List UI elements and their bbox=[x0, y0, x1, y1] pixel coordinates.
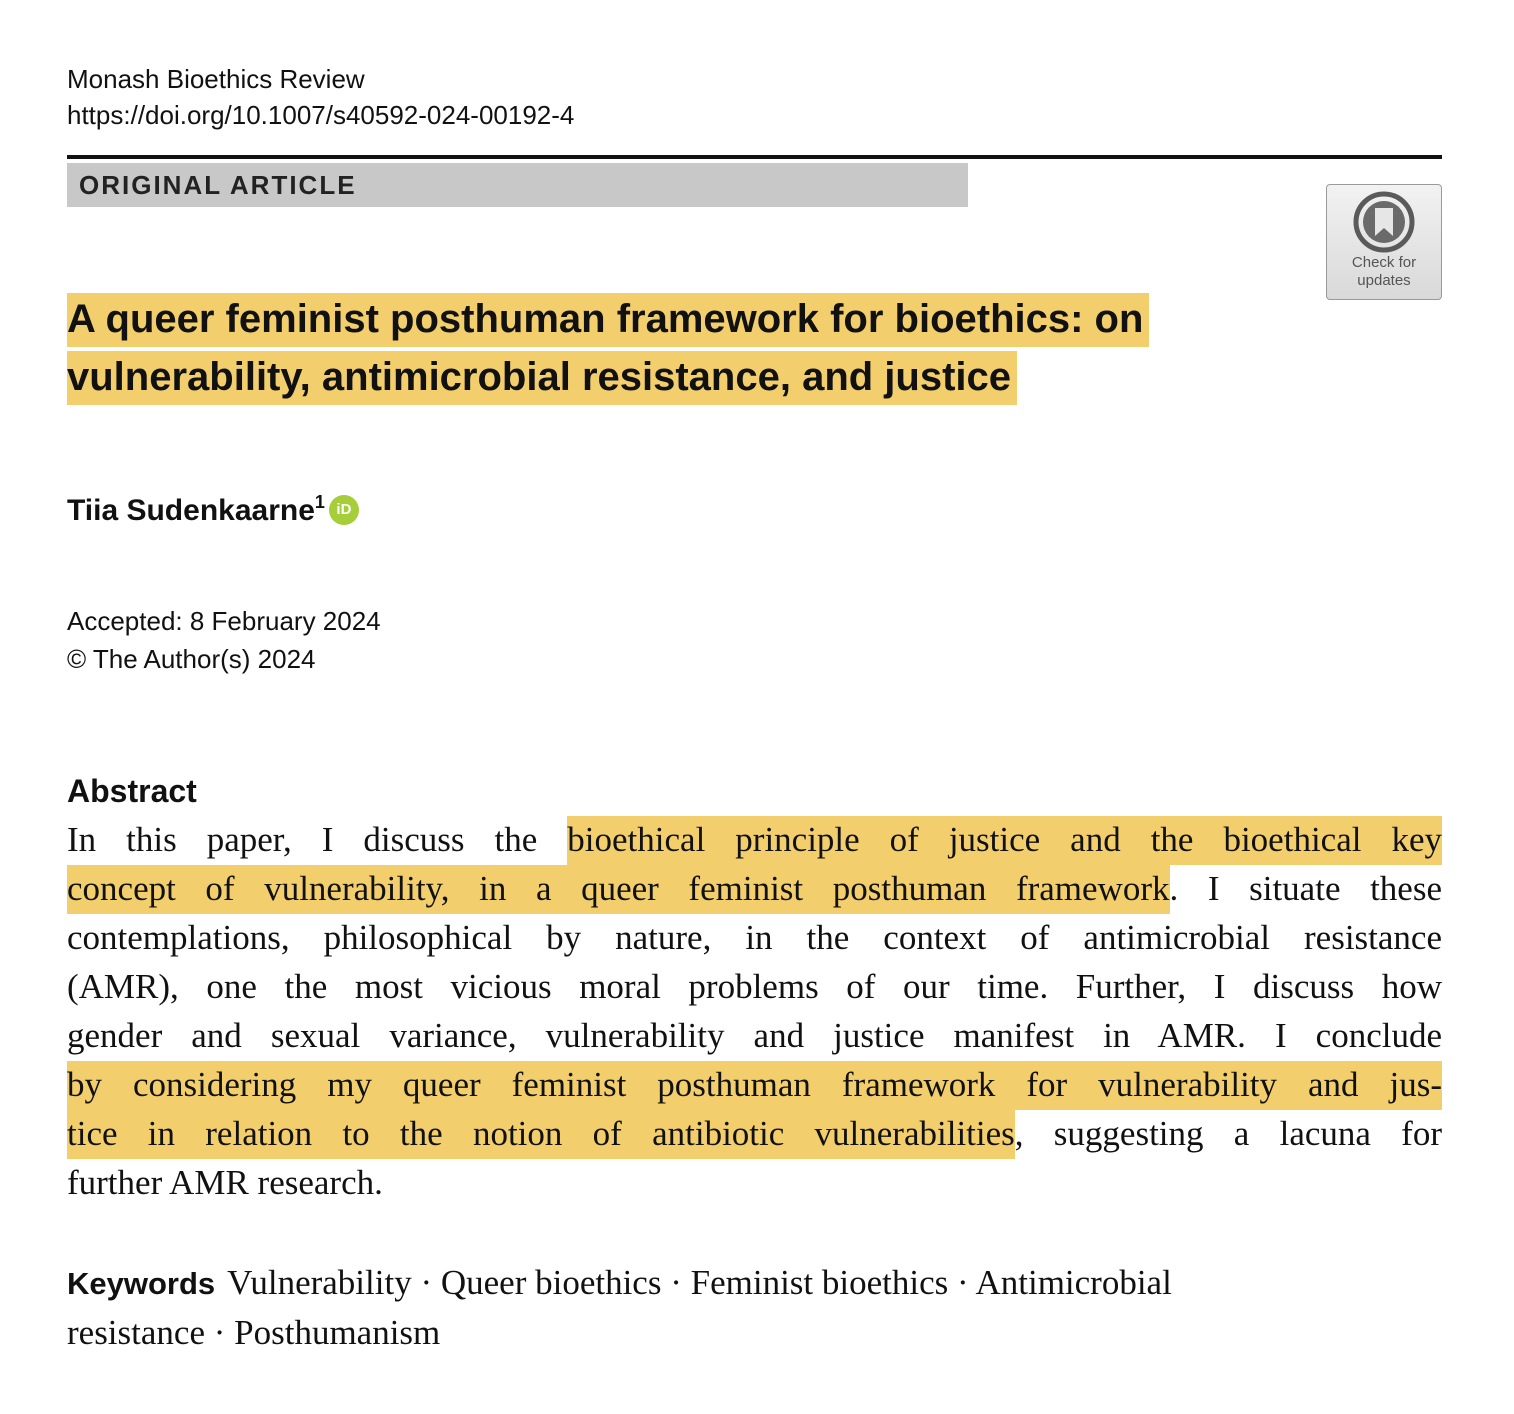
journal-name: Monash Bioethics Review bbox=[67, 64, 365, 94]
check-for-label: Check for bbox=[1351, 254, 1417, 271]
abstract-line-3: contemplations, philosophical by nature, in the context of antimicrobial resistance bbox=[67, 918, 1442, 957]
header-rule bbox=[67, 155, 1442, 159]
updates-label: updates bbox=[1357, 272, 1411, 289]
keywords-line-2: resistance · Posthumanism bbox=[67, 1313, 441, 1352]
article-type-banner: ORIGINAL ARTICLE bbox=[67, 163, 968, 207]
keywords-line-1: Vulnerability · Queer bioethics · Feminist bioethics · Antimicrobial bbox=[227, 1263, 1172, 1302]
abstract-line-7-text: , suggesting a lacuna for bbox=[1014, 1114, 1442, 1153]
author-name[interactable]: Tiia Sudenkaarne bbox=[67, 494, 315, 527]
abstract-line-1 bbox=[67, 815, 1442, 864]
author bbox=[67, 482, 359, 531]
abstract-heading: Abstract bbox=[67, 773, 197, 809]
abstract-line-7 bbox=[67, 1109, 1442, 1158]
orcid-icon[interactable]: iD bbox=[329, 495, 359, 525]
abstract-line-2-text: . I situate these bbox=[1169, 869, 1443, 908]
abstract-highlight-1: bioethical principle of justice and the bioethical key bbox=[567, 816, 1442, 865]
article-title bbox=[67, 290, 1149, 406]
keywords-label: Keywords bbox=[67, 1266, 216, 1301]
keywords bbox=[67, 1258, 1442, 1357]
abstract-line-6 bbox=[67, 1060, 1442, 1109]
title-line-1: A queer feminist posthuman framework for bioethics: on bbox=[67, 293, 1149, 347]
abstract-body bbox=[67, 815, 1442, 1207]
abstract-line-8: further AMR research. bbox=[67, 1163, 383, 1202]
crossmark-icon bbox=[1353, 191, 1415, 253]
abstract-line-2 bbox=[67, 864, 1442, 913]
abstract-line-1-text: In this paper, I discuss the bbox=[67, 820, 568, 859]
title-line-2: vulnerability, antimicrobial resistance, and justice bbox=[67, 351, 1017, 405]
copyright: © The Author(s) 2024 bbox=[67, 644, 316, 674]
accepted-date: Accepted: 8 February 2024 bbox=[67, 606, 381, 636]
abstract-highlight-2: concept of vulnerability, in a queer feminist posthuman framework bbox=[67, 865, 1170, 914]
affiliation-marker[interactable]: 1 bbox=[314, 492, 325, 512]
abstract-highlight-4: tice in relation to the notion of antibiotic vulnerabilities bbox=[67, 1110, 1015, 1159]
abstract-line-5: gender and sexual variance, vulnerability and justice manifest in AMR. I conclude bbox=[67, 1016, 1442, 1055]
abstract-line-4: (AMR), one the most vicious moral problems of our time. Further, I discuss how bbox=[67, 967, 1442, 1006]
abstract-highlight-3: by considering my queer feminist posthuman framework for vulnerability and jus- bbox=[67, 1061, 1442, 1110]
check-for-updates-button[interactable] bbox=[1326, 184, 1442, 300]
doi-link[interactable]: https://doi.org/10.1007/s40592-024-00192-4 bbox=[67, 100, 575, 130]
